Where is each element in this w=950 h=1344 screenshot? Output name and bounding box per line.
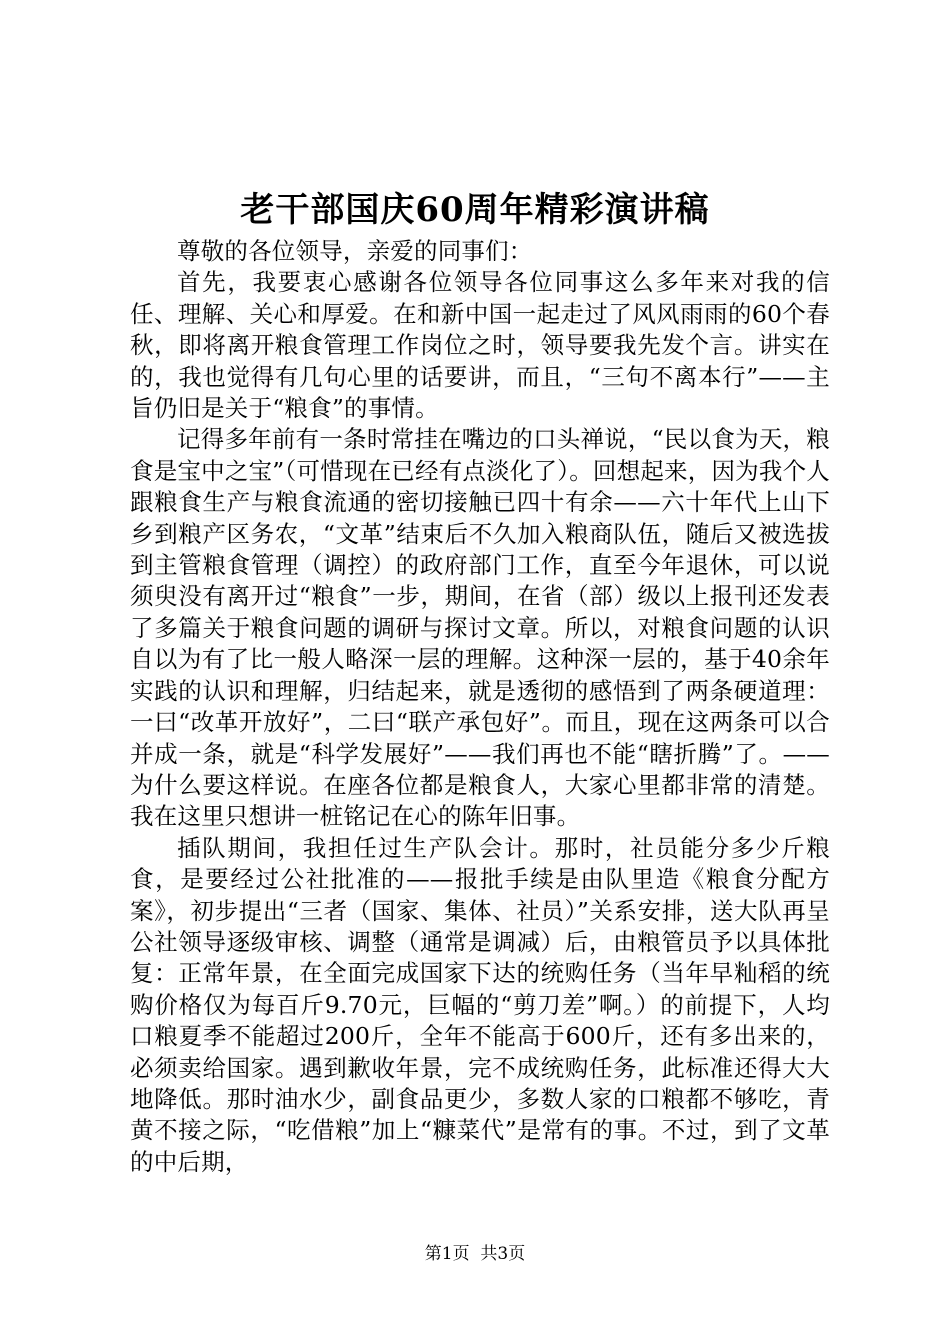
- page-number-label: 第1页 共3页: [424, 1244, 526, 1264]
- body-paragraph: 插队期间，我担任过生产队会计。那时，社员能分多少斤粮食，是要经过公社批准的——报批手续是由队里造《粮食分配方案》，初步提出“三者（国家、集体、社员）”关系安排，送大队再呈公社领导逐级审核、调整（通常是调减）后，由粮管员予以具体批复：正常年景，在全面完成国家下达的统购任务（当年早籼稻的统购价格仅为每百斤9.70元，巨幅的“剪刀差”啊。）的前提下，人均口粮夏季不能超过200斤，全年不能高于600斤，还有多出来的，必须卖给国家。遇到歉收年景，完不成统购任务，此标准还得大大地降低。那时油水少，副食品更少，多数人家的口粮都不够吃，青黄不接之际，“吃借粮”加上“糠菜代”是常有的事。不过，到了文革的中后期，: [130, 833, 830, 1176]
- body-paragraph: 首先，我要衷心感谢各位领导各位同事这么多年来对我的信任、理解、关心和厚爱。在和新中国一起走过了风风雨雨的60个春秋，即将离开粮食管理工作岗位之时，领导要我先发个言。讲实在的，我也觉得有几句心里的话要讲，而且，“三句不离本行”——主旨仍旧是关于“粮食”的事情。: [130, 268, 830, 423]
- page-footer: [0, 1242, 950, 1266]
- document-body: [130, 236, 830, 1178]
- body-paragraph: 记得多年前有一条时常挂在嘴边的口头禅说，“民以食为天，粮食是宝中之宝”（可惜现在已经有点淡化了）。回想起来，因为我个人跟粮食生产与粮食流通的密切接触已四十有余——六十年代上山下乡到粮产区务农，“文革”结束后不久加入粮商队伍，随后又被选拔到主管粮食管理（调控）的政府部门工作，直至今年退休，可以说须臾没有离开过“粮食”一步，期间，在省（部）级以上报刊还发表了多篇关于粮食问题的调研与探讨文章。所以，对粮食问题的认识自以为有了比一般人略深一层的理解。这种深一层的，基于40余年实践的认识和理解，归结起来，就是透彻的感悟到了两条硬道理：一曰“改革开放好”，二曰“联产承包好”。而且，现在这两条可以合并成一条，就是“科学发展好”——我们再也不能“瞎折腾”了。——为什么要这样说。在座各位都是粮食人，大家心里都非常的清楚。我在这里只想讲一桩铭记在心的陈年旧事。: [130, 425, 830, 831]
- salutation-paragraph: 尊敬的各位领导，亲爱的同事们：: [177, 237, 533, 265]
- document-title: 老干部国庆60周年精彩演讲稿: [240, 190, 710, 230]
